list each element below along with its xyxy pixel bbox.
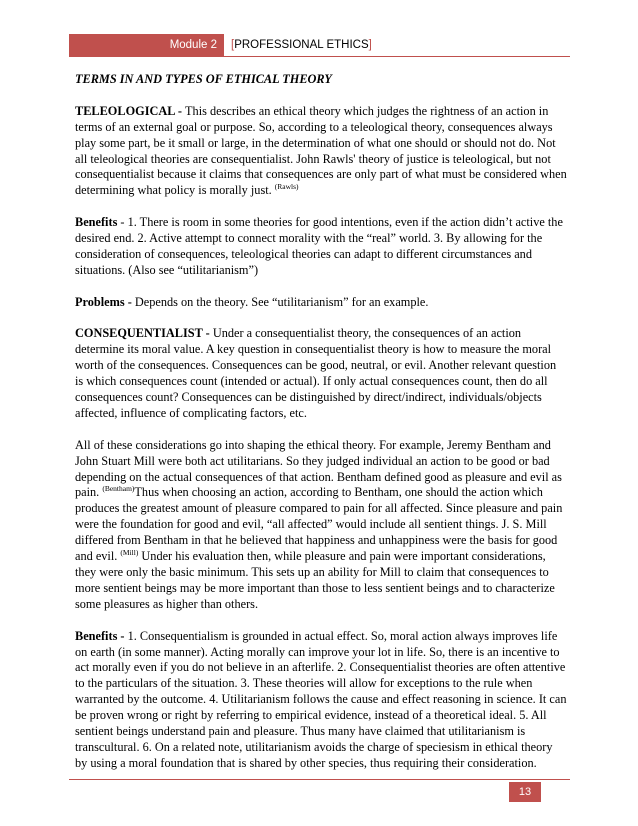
bracket-open: [ [231, 39, 235, 51]
teleological-paragraph [75, 104, 567, 199]
considerations-text-1: All of these considerations go into shaping the ethical theory. For example, Jeremy Bentham and John Stuart Mill were both act utilitarians. So they judged individual an action to be good or bad depending on the actual consequences of that action. Bentham defined good as pleasure and evil as pain. [75, 437, 562, 500]
mill-citation: (Mill) [120, 548, 139, 558]
teleological-text: This describes an ethical theory which judges the rightness of an action in terms of an external goal or purpose. So, according to a teleological theory, consequences always play some part, be it small or large, in the determination of what one should or should not do. Not all teleological theories are consequentialist. John Rawls' theory of justice is teleological, but not consequentialist because it claims that consequences are only part of what must be considered when determining what policy is morally just. [75, 103, 567, 198]
benefits-teleological-paragraph [75, 215, 567, 279]
section-heading: TERMS IN AND TYPES OF ETHICAL THEORY [75, 72, 332, 86]
teleological-term: TELEOLOGICAL - [75, 103, 186, 118]
benefits-label: Benefits [75, 215, 118, 230]
bentham-citation: (Bentham) [102, 484, 135, 494]
problems-label: Problems - [75, 294, 135, 309]
page-content [75, 72, 567, 788]
consequentialist-text: Under a consequentialist theory, the consequences of an action determine its moral value. A key question in consequentialist theory is how to measure the moral worth of the consequences. Consequences can be good, neutral, or evil. Another relevant question is which consequences count (intended or actual). If only actual consequences count, then do all consequences count? Consequences can be distinguished by direct/indirect, individuals/objects affected, influence of complicating factors, etc. [75, 326, 557, 420]
header-title [231, 34, 372, 56]
considerations-text-2: Thus when choosing an action, according to Bentham, one should the action which produces the greatest amount of pleasure compared to pain for all affected. Since pleasure and pain were the foundation for good and evil, “all affected” would include all sentient things. J. S. Mill differed from Bentham in that he believed that happiness and unhappiness were the basis for good and evil. [75, 485, 563, 564]
benefits-text: - 1. There is room in some theories for good intentions, even if the action didn’t active the desired end. 2. Active attempt to connect morality with the “real” world. 3. By allowing for the consideration of consequences, teleological theories can adapt to different circumstances and situations. (Also see “utilitarianism”) [75, 215, 563, 277]
considerations-text-3: Under his evaluation then, while pleasure and pain were important considerations, they were only the basic minimum. This sets up an ability for Mill to claim that consequences to more sentient beings may be more important than those to less sentient beings and to characterize some pleasures as higher than others. [75, 549, 555, 611]
benefits-text-2: 1. Consequentialism is grounded in actual effect. So, moral action always improves life on earth (in some manner). Acting morally can improve your lot in life. So, there is an incentive to act morally even if you do not believe in an afterlife. 2. Consequentialist theories are often attentive to the particulars of the situation. 3. These theories will allow for exceptions to the rule when warranted by the outcome. 4. Utilitarianism follows the cause and effect reasoning in science. It can be proven wrong or right by referring to empirical evidence, instead of a theoretical ideal. 5. All sentient beings understand pain and pleasure. Thus many have claimed that utilitarianism is transcultural. 6. On a related note, utilitarianism avoids the charge of speciesism in ethical theory by using a moral foundation that is shared by other species, thus requiring their consideration. [75, 628, 567, 770]
rawls-citation: (Rawls) [274, 182, 299, 192]
footer-divider [69, 779, 570, 780]
page-header [69, 34, 570, 57]
benefits-consequentialist-paragraph [75, 629, 567, 772]
document-title: PROFESSIONAL ETHICS [234, 39, 369, 51]
problems-text: Depends on the theory. See “utilitarianism” for an example. [134, 294, 429, 309]
benefits-label-2: Benefits - [75, 628, 128, 643]
bracket-close: ] [368, 39, 372, 51]
module-label: Module 2 [69, 34, 224, 56]
page-number: 13 [509, 782, 541, 802]
considerations-paragraph [75, 438, 567, 613]
consequentialist-term: CONSEQUENTIALIST - [75, 326, 213, 341]
consequentialist-paragraph [75, 326, 567, 421]
problems-paragraph [75, 295, 567, 311]
